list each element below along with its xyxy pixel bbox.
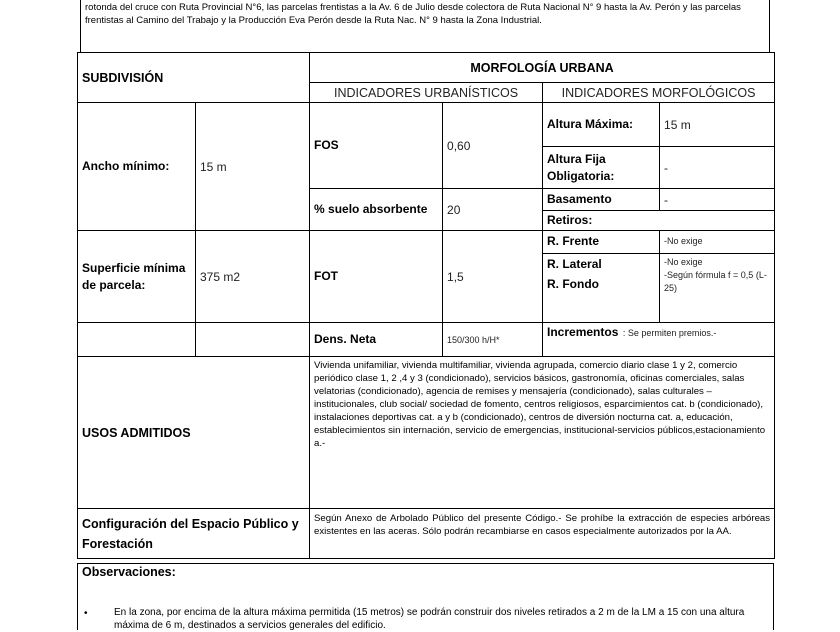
observaciones-item: En la zona, por encima de la altura máxima permitida (15 metros) se podrán construir dos niveles retirados a 2 m de la LM a 15 con una altura máxima de 6 m, destinados a servicios generales del edificio. [114, 607, 745, 631]
morfologicos-header: INDICADORES MORFOLÓGICOS [543, 83, 775, 103]
intro-text: rotonda del cruce con Ruta Provincial N°6, las parcelas frentistas a la Av. 6 de Julio desde colectora de Ruta Nacional N° 9 hasta la Av. Perón y las parcelas frentistas al Camino del Trabajo y la Producción Eva Perón desde la Ruta Nac. N° 9 hasta la Zona Industrial. [80, 0, 770, 52]
observaciones-section [77, 563, 774, 630]
bullet-icon: • [84, 608, 88, 619]
configuracion-text: Según Anexo de Arbolado Público del presente Código.- Se prohíbe la extracción de especies arbóreas existentes en las aceras. Sólo podrán recambiarse en casos especialmente autorizados por la AA. [310, 509, 775, 559]
superficie-label: Superficie mínima de parcela: [78, 231, 196, 323]
basamento-label: Basamento [543, 189, 660, 211]
suelo-label: % suelo absorbente [310, 189, 443, 231]
morfologia-header: MORFOLOGÍA URBANA [310, 53, 775, 83]
ancho-value: 15 m [196, 103, 310, 231]
usos-label: USOS ADMITIDOS [78, 357, 310, 509]
fondo-label: R. Fondo [547, 277, 599, 291]
urbanisticos-header: INDICADORES URBANÍSTICOS [310, 83, 543, 103]
configuracion-label: Configuración del Espacio Público y Forestación [78, 509, 310, 559]
basamento-value: - [660, 189, 775, 211]
altura-max-value: 15 m [660, 103, 775, 147]
fos-label: FOS [310, 103, 443, 189]
altura-fija-value: - [660, 147, 775, 189]
incrementos-label: Incrementos [547, 325, 619, 339]
incrementos-value: : Se permiten premios.- [622, 328, 717, 338]
frente-label: R. Frente [543, 231, 659, 254]
superficie-value: 375 m2 [196, 231, 310, 323]
subdivision-header: SUBDIVISIÓN [78, 53, 310, 103]
fos-value: 0,60 [443, 103, 543, 189]
usos-text: Vivienda unifamiliar, vivienda multifamiliar, vivienda agrupada, comercio diario clase 1 y 2, comercio periódico clase 1, 2 ,4 y 3 (condicionado), servicios básicos, gastronomía, oficinas comerciales, salas velatorias (condicionado), agencia de remises y mensajería (condicionado), salas culturales – institucionales, club social/ sociedad de fomento, centros religiosos, esparcimientos cat. b (condicionado), instalaciones deportivas cat. a y b (condicionado), centros de diversión nocturna cat. a, educación, establecimientos sin internación, servicio de emergencias, institucional-servicios públicos,estacionamiento a.- [310, 357, 775, 509]
zoning-table [77, 52, 775, 559]
fot-value: 1,5 [443, 231, 543, 323]
frente-value: -No exige [660, 231, 774, 254]
fondo-value: -Según fórmula f = 0,5 (L- 25) [664, 270, 767, 293]
altura-max-label: Altura Máxima: [543, 103, 660, 147]
observaciones-title: Observaciones: [82, 565, 176, 579]
lateral-label: R. Lateral [547, 257, 602, 271]
ancho-label: Ancho mínimo: [78, 103, 196, 231]
suelo-value: 20 [443, 189, 543, 231]
fot-label: FOT [310, 231, 443, 323]
dens-label: Dens. Neta [310, 323, 443, 357]
retiros-label: Retiros: [543, 211, 775, 231]
dens-value: 150/300 h/H* [443, 323, 543, 357]
lateral-value: -No exige [664, 257, 703, 267]
altura-fija-label: Altura Fija Obligatoria: [543, 147, 660, 189]
